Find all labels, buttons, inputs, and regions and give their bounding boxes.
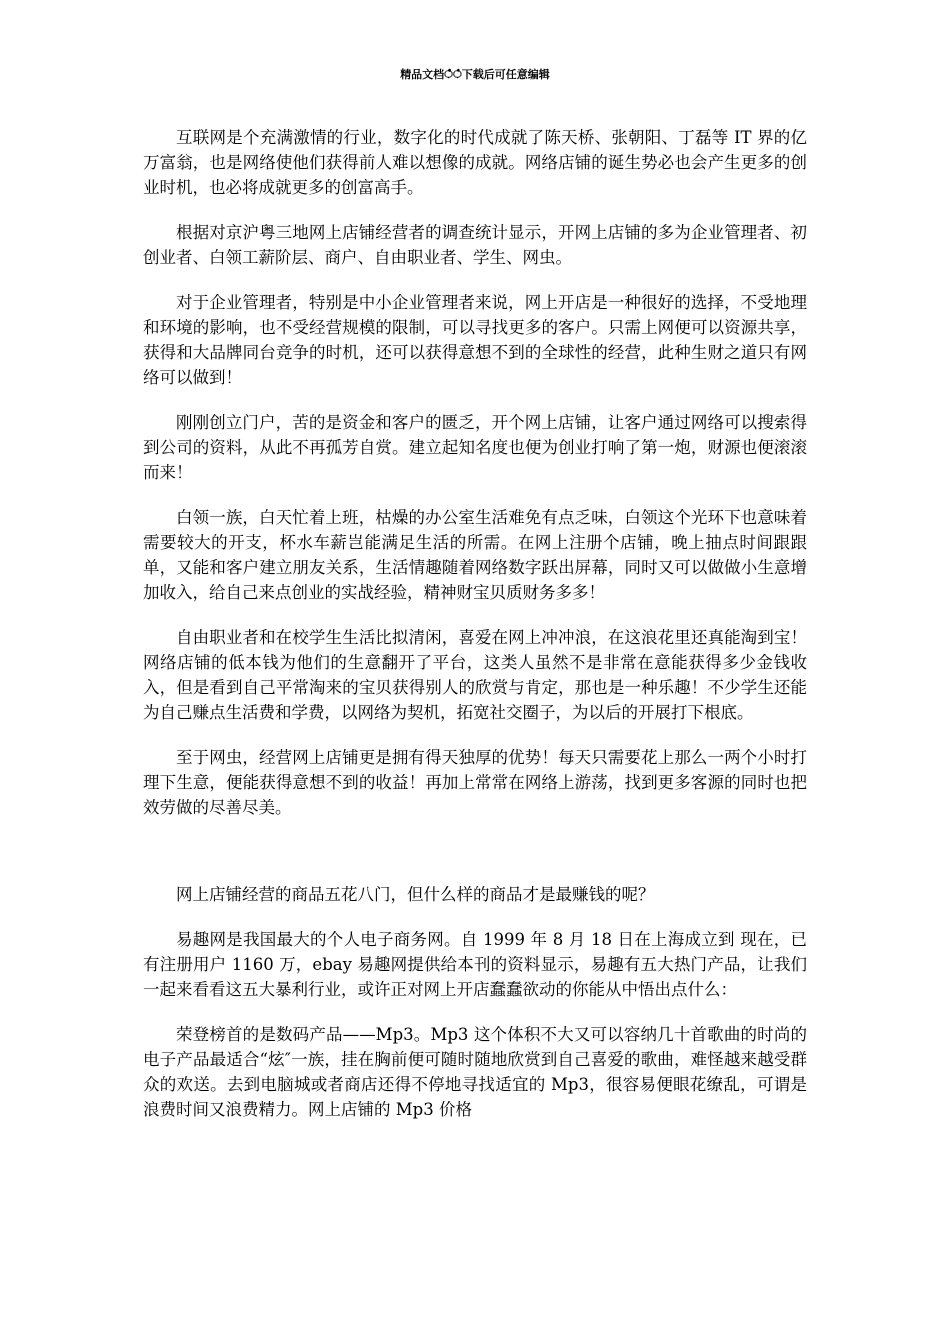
paragraph: 荣登榜首的是数码产品——Mp3。Mp3 这个体积不大又可以容纳几十首歌曲的时尚的电子产品最适合“炫″一族，挂在胸前便可随时随地欣赏到自己喜爱的歌曲，难怪越来越受群众的欢送。去到电脑城或者商店还得不停地寻找适宜的 Mp3，很容易便眼花缭乱，可谓是浪费时间又浪费精力。网上店铺的 Mp3 价格: [143, 1025, 807, 1119]
paragraph: 白领一族，白天忙着上班，枯燥的办公室生活难免有点乏味，白领这个光环下也意味着需要较大的开支，杯水车薪岂能满足生活的所需。在网上注册个店铺，晚上抽点时间跟跟单，又能和客户建立朋友关系，生活情趣随着网络数字跃出屏幕，同时又可以做做小生意增加收入，给自己来点创业的实战经验，精神财宝贝质财务多多！: [143, 508, 807, 602]
paragraph: 自由职业者和在校学生生活比拟清闲，喜爱在网上冲冲浪，在这浪花里还真能淘到宝！网络店铺的低本钱为他们的生意翻开了平台，这类人虽然不是非常在意能获得多少金钱收入，但是看到自己平常淘来的宝贝获得别人的欣赏与肯定，那也是一种乐趣！不少学生还能为自己赚点生活费和学费，以网络为契机，拓宽社交圈子，为以后的开展打下根底。: [143, 628, 807, 722]
page-header: 精品文档ഀഀഀ下载后可任意编辑: [400, 68, 550, 81]
paragraph: 根据对京沪粤三地网上店铺经营者的调查统计显示，开网上店铺的多为企业管理者、初创业者、白领工薪阶层、商户、自由职业者、学生、网虫。: [143, 223, 807, 267]
paragraph: 至于网虫，经营网上店铺更是拥有得天独厚的优势！每天只需要花上那么一两个小时打理下生意，便能获得意想不到的收益！再加上常常在网络上游荡，找到更多客源的同时也把效劳做的尽善尽美。: [143, 748, 807, 817]
paragraph: 刚刚创立门户，苦的是资金和客户的匮乏，开个网上店铺，让客户通过网络可以搜索得到公司的资料，从此不再孤芳自赏。建立起知名度也便为创业打响了第一炮，财源也便滚滚而来！: [143, 413, 807, 482]
paragraph: 易趣网是我国最大的个人电子商务网。自 1999 年 8 月 18 日在上海成立到 现在，已有注册用户 1160 万，ebay 易趣网提供给本刊的资料显示，易趣有五大热门产品，让我们一起来看看这五大暴利行业，或许正对网上开店蠢蠢欲动的你能从中悟出点什么：: [143, 930, 807, 999]
paragraph: 对于企业管理者，特别是中小企业管理者来说，网上开店是一种很好的选择，不受地理和环境的影响，也不受经营规模的限制，可以寻找更多的客户。只需上网便可以资源共享，获得和大品牌同台竞争的时机，还可以获得意想不到的全球性的经营，此种生财之道只有网络可以做到！: [143, 293, 807, 387]
paragraph: 网上店铺经营的商品五花八门，但什么样的商品才是最赚钱的呢？: [176, 885, 655, 904]
section-gap: [143, 840, 807, 882]
paragraph: 互联网是个充满激情的行业，数字化的时代成就了陈天桥、张朝阳、丁磊等 IT 界的亿万富翁，也是网络使他们获得前人难以想像的成就。网络店铺的诞生势必也会产生更多的创业时机，也必将成就更多的创富高手。: [143, 128, 807, 197]
document-body: [143, 125, 807, 1142]
